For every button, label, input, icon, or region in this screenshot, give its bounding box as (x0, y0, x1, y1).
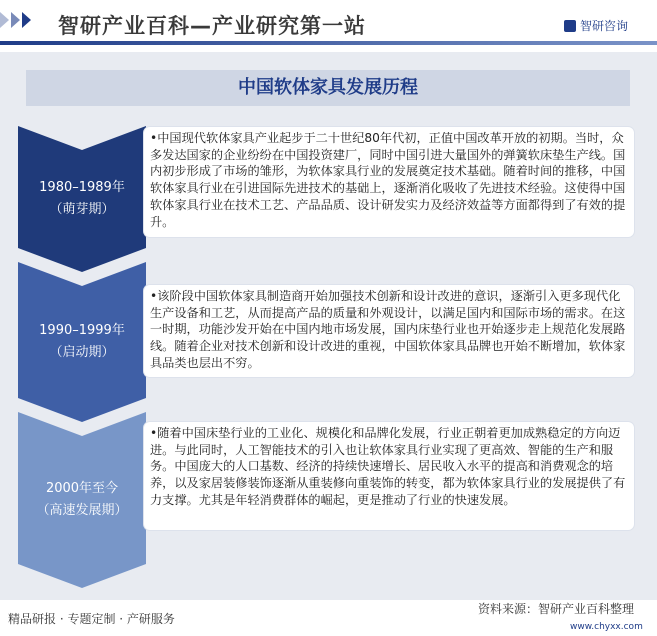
page-header (0, 0, 657, 50)
header-divider (0, 41, 657, 45)
stage-period-1: 1980–1989年 (39, 180, 125, 195)
stage-phase-2: （启动期） (49, 345, 115, 360)
stage-phase-3: （高速发展期） (36, 503, 128, 518)
chevron-decoration-icon (0, 12, 31, 28)
page-title: 中国软体家具发展历程 (26, 70, 630, 106)
logo-mark-icon (564, 20, 576, 32)
stage-label-1 (18, 126, 146, 272)
footer-url[interactable]: www.chyxx.com (570, 622, 643, 632)
stage-description-1: •中国现代软体家具产业起步于二十世纪80年代初，正值中国改革开放的初期。当时，众多发达国家的企业纷纷在中国投资建厂，同时中国引进大量国外的弹簧软床垫生产线。国内初步形成了市场的雏形，为软体家具行业的发展奠定技术基础。随着时间的推移，中国软体家具行业在引进国际先进技术的基础上，逐渐消化吸收了先进技术经验。这使得中国软体家具行业在技术工艺、产品品质、设计研发实力及经济效益等方面都得到了有效的提升。 (144, 127, 634, 237)
stage-period-2: 1990–1999年 (39, 323, 125, 338)
footer-services: 精品研报 · 专题定制 · 产研服务 (8, 612, 175, 626)
data-source: 资料来源：智研产业百科整理 (478, 602, 635, 616)
stage-description-2: •该阶段中国软体家具制造商开始加强技术创新和设计改进的意识，逐渐引入更多现代化生产设备和工艺，从而提高产品的质量和外观设计，以满足国内和国际市场的需求。在这一时期，功能沙发开始在中国内地市场发展，国内床垫行业也开始逐步走上规范化发展路线。随着企业对技术创新和设计改进的重视，中国软体家具品牌也开始不断增加，软体家具品类也层出不穷。 (144, 285, 634, 377)
brand-logo-text: 智研咨询 (580, 19, 629, 33)
stage-period-3: 2000年至今 (45, 481, 119, 496)
stage-label-3 (18, 412, 146, 588)
brand-logo[interactable] (564, 17, 628, 34)
stage-label-2 (18, 262, 146, 422)
stage-phase-1: （萌芽期） (49, 202, 115, 217)
stage-description-3: •随着中国床垫行业的工业化、规模化和品牌化发展，行业正朝着更加成熟稳定的方向迈进。与此同时，人工智能技术的引入也让软体家具行业实现了更高效、智能的生产和服务。中国庞大的人口基数、经济的持续快速增长、居民收入水平的提高和消费观念的培养，以及家居装修装饰逐渐从重装修向重装饰的转变，都为软体家具行业的发展提供了有力支撑。尤其是年轻消费群体的崛起，更是推动了行业的快速发展。 (144, 422, 634, 530)
site-title: 智研产业百科—产业研究第一站 (58, 14, 366, 38)
page-footer (0, 600, 657, 636)
